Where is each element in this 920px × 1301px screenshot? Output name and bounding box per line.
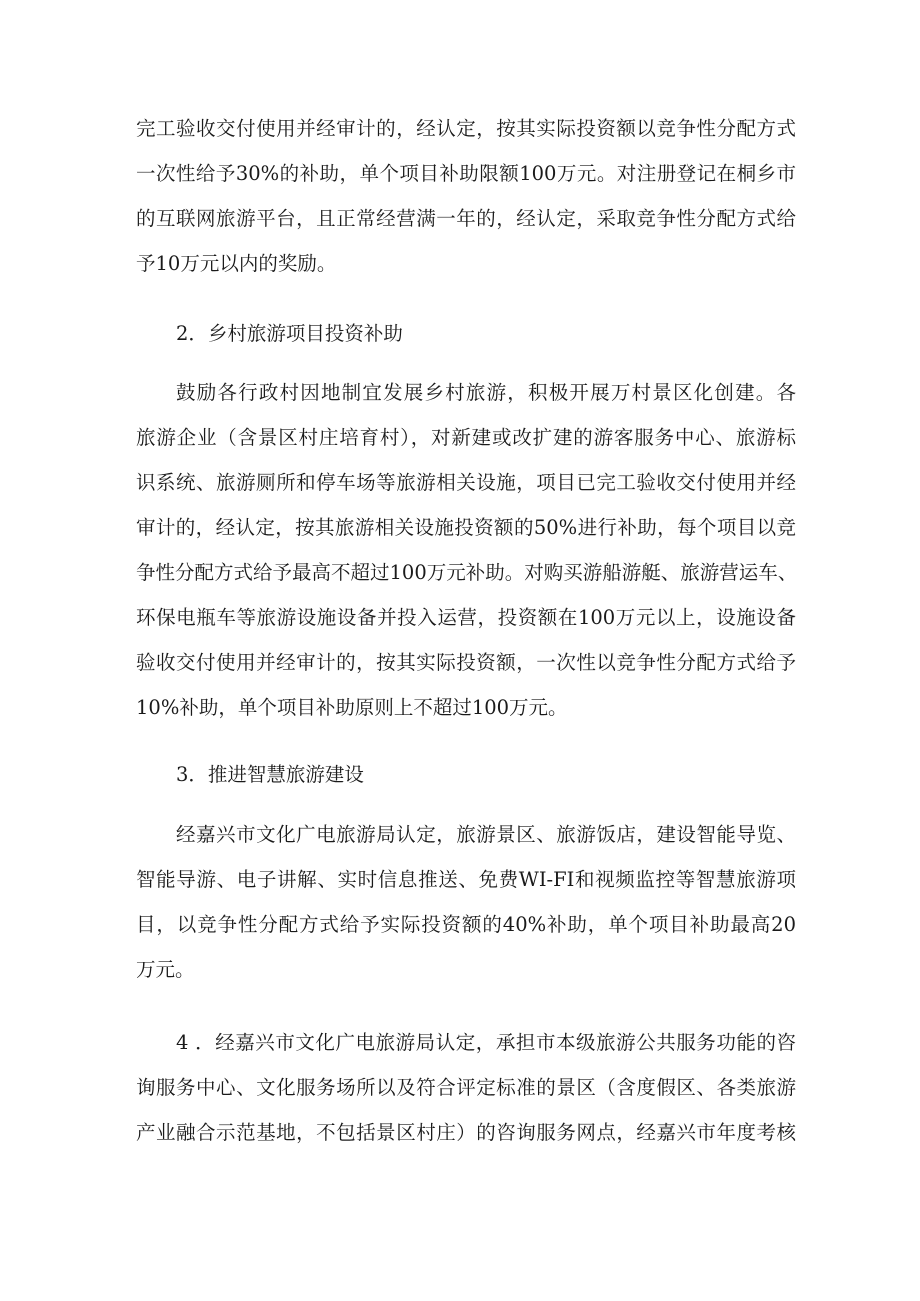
heading-text: 3．推进智慧旅游建设 [176,763,364,786]
line-text: 完工验收交付使用并经审计的，经认定，按其实际投资额以竞争性分配方式 [136,117,796,140]
line-text: 旅游企业（含景区村庄培育村），对新建或改扩建的游客服务中心、旅游标 [136,426,796,449]
line-text: 产业融合示范基地，不包括景区村庄）的咨询服务网点，经嘉兴市年度考核 [136,1121,796,1144]
line-text: 询服务中心、文化服务场所以及符合评定标准的景区（含度假区、各类旅游 [136,1076,796,1099]
heading-text: 2．乡村旅游项目投资补助 [176,322,403,345]
paragraph-line [176,815,796,855]
paragraph-line [176,373,796,413]
paragraph-line [136,418,796,458]
line-text: 万元。 [136,958,195,981]
paragraph-line [136,199,796,239]
paragraph-line [136,950,796,990]
paragraph-line [136,1068,796,1108]
paragraph-line [176,1023,796,1063]
paragraph-line [136,688,796,728]
line-text: 4 ．经嘉兴市文化广电旅游局认定，承担市本级旅游公共服务功能的咨 [176,1031,796,1054]
paragraph-line [136,1113,796,1153]
section-heading [176,755,364,795]
line-text: 经嘉兴市文化广电旅游局认定，旅游景区、旅游饭店，建设智能导览、 [176,823,796,846]
line-text: 鼓励各行政村因地制宜发展乡村旅游，积极开展万村景区化创建。各 [176,381,796,404]
paragraph-line [136,109,796,149]
line-text: 智能导游、电子讲解、实时信息推送、免费WI-FI和视频监控等智慧旅游项 [136,868,796,891]
line-text: 10%补助，单个项目补助原则上不超过100万元。 [136,696,568,719]
line-text: 一次性给予30%的补助，单个项目补助限额100万元。对注册登记在桐乡市 [136,162,796,185]
paragraph-line [136,860,796,900]
section-heading [176,314,403,354]
paragraph-line [136,553,796,593]
line-text: 争性分配方式给予最高不超过100万元补助。对购买游船游艇、旅游营运车、 [136,561,798,584]
line-text: 目，以竞争性分配方式给予实际投资额的40%补助，单个项目补助最高20 [136,913,796,936]
paragraph-line [136,154,796,194]
line-text: 环保电瓶车等旅游设施设备并投入运营，投资额在100万元以上，设施设备 [136,606,796,629]
paragraph-line [136,598,796,638]
line-text: 审计的，经认定，按其旅游相关设施投资额的50%进行补助，每个项目以竞 [136,516,796,539]
paragraph-line [136,244,796,284]
paragraph-line [136,905,796,945]
line-text: 识系统、旅游厕所和停车场等旅游相关设施，项目已完工验收交付使用并经 [136,471,796,494]
line-text: 的互联网旅游平台，且正常经营满一年的，经认定，采取竞争性分配方式给 [136,207,796,230]
paragraph-line [136,463,796,503]
paragraph-line [136,508,796,548]
line-text: 验收交付使用并经审计的，按其实际投资额，一次性以竞争性分配方式给予 [136,651,796,674]
paragraph-line [136,643,796,683]
line-text: 予10万元以内的奖励。 [136,252,337,275]
